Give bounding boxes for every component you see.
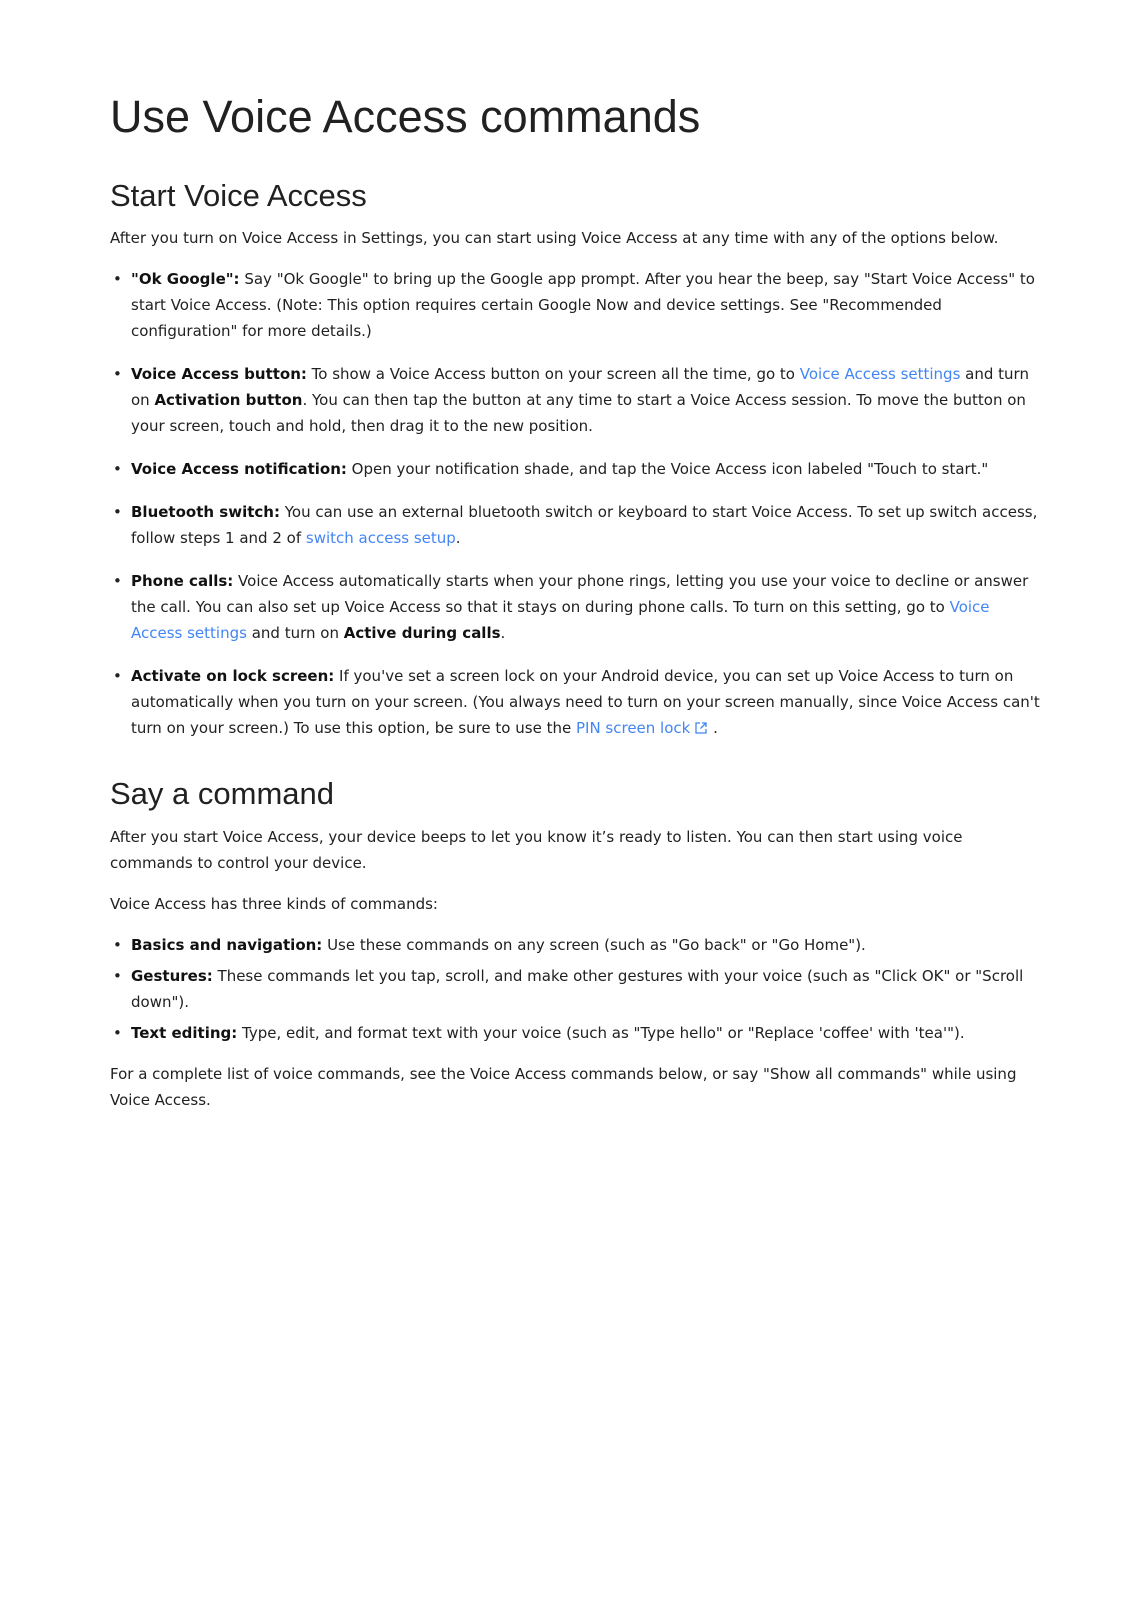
external-link-icon <box>694 717 708 743</box>
bullet: • <box>113 936 122 954</box>
item-text: . You can then tap the button at any time to start a Voice Access session. To move the button on your screen, touch and hold, then drag it to the new position. <box>131 391 1026 435</box>
list-item-lock-screen <box>110 663 1042 743</box>
term-basics: Basics and navigation: <box>131 936 323 954</box>
pin-screen-lock-link[interactable] <box>576 719 708 737</box>
active-during-calls-label: Active during calls <box>343 624 501 642</box>
bullet: • <box>113 503 122 521</box>
command-kinds-list <box>110 932 1042 1046</box>
item-text: and turn on <box>246 624 344 642</box>
term-notification: Voice Access notification: <box>131 460 347 478</box>
voice-access-settings-link[interactable]: Voice Access settings <box>799 365 961 383</box>
page-title: Use Voice Access commands <box>110 91 701 142</box>
term-phone-calls: Phone calls: <box>131 572 234 590</box>
item-text: Open your notification shade, and tap the Voice Access icon labeled "Touch to start." <box>346 460 989 478</box>
item-text: If you've set a screen lock on your Android device, you can set up Voice Access to turn on automatically when you turn on your screen. (You always need to turn on your screen manually, since Voice Access can't turn on your screen.) To use this option, be sure to use the <box>131 667 1040 737</box>
say-paragraph-1: After you start Voice Access, your device beeps to let you know it’s ready to listen. You can then start using voice commands to control your device. <box>110 828 963 872</box>
term-gestures: Gestures: <box>131 967 213 985</box>
activation-button-label: Activation button <box>154 391 303 409</box>
start-intro-paragraph: After you turn on Voice Access in Settings, you can start using Voice Access at any time with any of the options below. <box>110 229 999 247</box>
item-text: . <box>708 719 718 737</box>
start-options-list <box>110 266 1042 743</box>
list-item-basics <box>110 932 1042 958</box>
bullet: • <box>113 1024 122 1042</box>
item-text: Type, edit, and format text with your voice (such as "Type hello" or "Replace 'coffee' with 'tea'"). <box>237 1024 965 1042</box>
term-voice-access-button: Voice Access button: <box>131 365 307 383</box>
say-paragraph-2: Voice Access has three kinds of commands: <box>110 895 438 913</box>
bullet: • <box>113 365 122 383</box>
item-text: . <box>455 529 461 547</box>
bullet: • <box>113 572 122 590</box>
item-text: To show a Voice Access button on your screen all the time, go to <box>306 365 800 383</box>
item-text: You can use an external bluetooth switch or keyboard to start Voice Access. To set up switch access, follow steps 1 and 2 of <box>131 503 1038 547</box>
item-text: Say "Ok Google" to bring up the Google app prompt. After you hear the beep, say "Start Voice Access" to start Voice Access. (Note: This option requires certain Google Now and device settings. See "Recommended configuration" for more details.) <box>131 270 1035 340</box>
term-text-editing: Text editing: <box>131 1024 238 1042</box>
bullet: • <box>113 667 122 685</box>
pin-screen-lock-label: PIN screen lock <box>575 719 691 737</box>
item-text: Use these commands on any screen (such as "Go back" or "Go Home"). <box>322 936 866 954</box>
term-bluetooth-switch: Bluetooth switch: <box>131 503 280 521</box>
term-lock-screen: Activate on lock screen: <box>131 667 335 685</box>
item-text: and turn on <box>131 365 1029 409</box>
section-heading-start: Start Voice Access <box>110 178 367 213</box>
item-text: . <box>500 624 506 642</box>
term-ok-google: "Ok Google": <box>131 270 240 288</box>
section-heading-say: Say a command <box>110 776 334 811</box>
bullet: • <box>113 967 122 985</box>
list-item-phone-calls <box>110 568 1042 646</box>
list-item-notification <box>110 456 1042 482</box>
item-text: Voice Access automatically starts when your phone rings, letting you use your voice to decline or answer the call. You can also set up Voice Access so that it stays on during phone calls. To turn on this setting, go to <box>131 572 1029 616</box>
list-item-ok-google <box>110 266 1042 344</box>
list-item-voice-access-button <box>110 361 1042 439</box>
bullet: • <box>113 270 122 288</box>
switch-access-setup-link[interactable]: switch access setup <box>305 529 456 547</box>
list-item-gestures <box>110 963 1042 1015</box>
bullet: • <box>113 460 122 478</box>
list-item-bluetooth-switch <box>110 499 1042 551</box>
say-paragraph-3: For a complete list of voice commands, see the Voice Access commands below, or say "Show all commands" while using Voice Access. <box>110 1065 1017 1109</box>
list-item-text-editing <box>110 1020 1042 1046</box>
item-text: These commands let you tap, scroll, and make other gestures with your voice (such as "Click OK" or "Scroll down"). <box>131 967 1024 1011</box>
voice-access-settings-link-2[interactable]: Voice Access settings <box>131 598 990 642</box>
